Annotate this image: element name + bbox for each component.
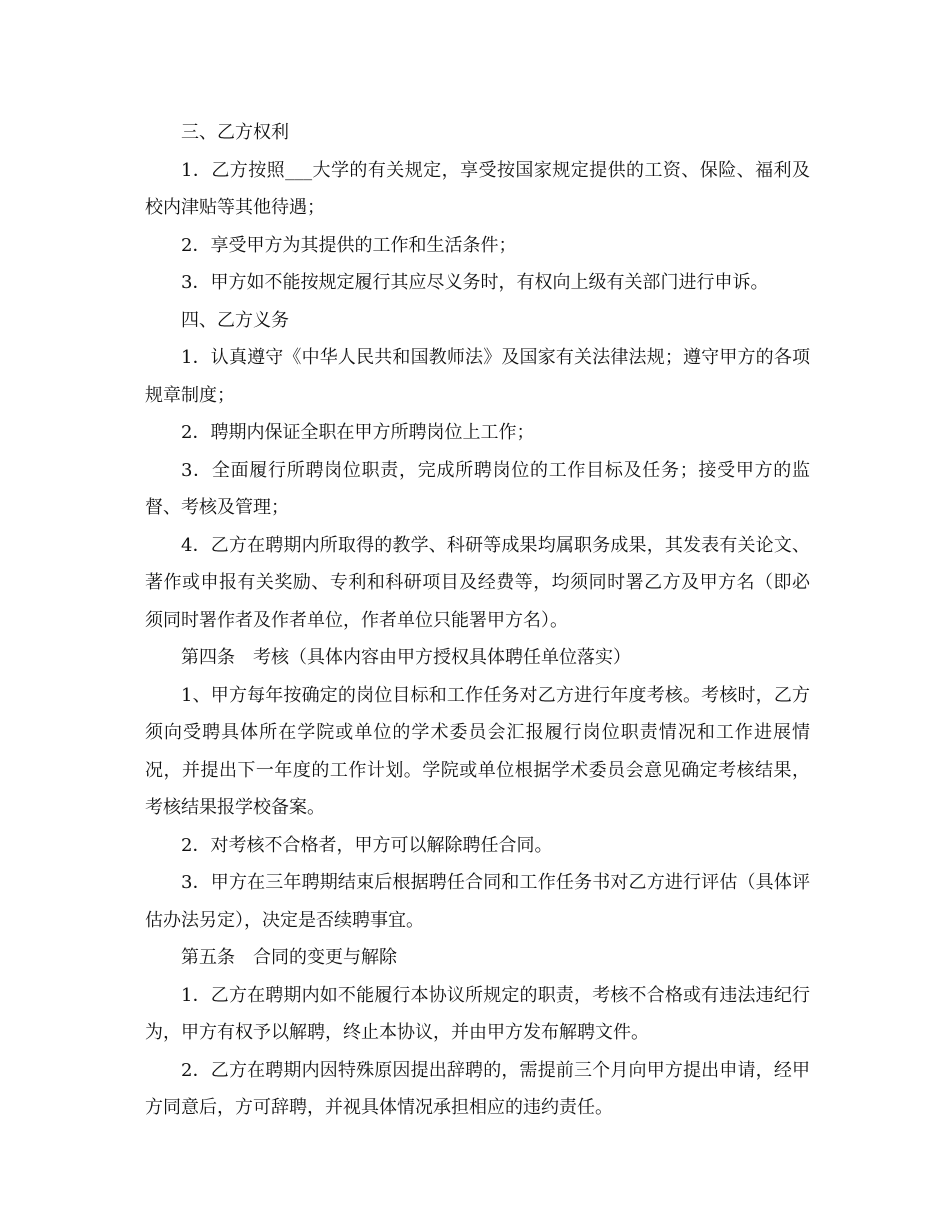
paragraph: 2．聘期内保证全职在甲方所聘岗位上工作；	[181, 422, 535, 443]
article-heading-assessment: 第四条 考核（具体内容由甲方授权具体聘任单位落实）	[181, 647, 631, 668]
article-heading-contract-change: 第五条 合同的变更与解除	[181, 947, 397, 968]
paragraph: 1．乙方在聘期内如不能履行本协议所规定的职责，考核不合格或有违法违纪行为，甲方有权予以解聘，终止本协议，并由甲方发布解聘文件。	[145, 984, 810, 1043]
paragraph: 1．乙方按照___大学的有关规定，享受按国家规定提供的工资、保险、福利及校内津贴等其他待遇；	[145, 159, 810, 218]
paragraph: 2．乙方在聘期内因特殊原因提出辞聘的，需提前三个月向甲方提出申请，经甲方同意后，方可辞聘，并视具体情况承担相应的违约责任。	[145, 1059, 810, 1118]
paragraph: 3．甲方在三年聘期结束后根据聘任合同和工作任务书对乙方进行评估（具体评估办法另定），决定是否续聘事宜。	[145, 872, 810, 931]
paragraph: 4．乙方在聘期内所取得的教学、科研等成果均属职务成果，其发表有关论文、著作或申报有关奖励、专利和科研项目及经费等，均须同时署乙方及甲方名（即必须同时署作者及作者单位，作者单位只能署甲方名）。	[145, 534, 810, 631]
document-body	[145, 114, 810, 1127]
paragraph: 1、甲方每年按确定的岗位目标和工作任务对乙方进行年度考核。考核时，乙方须向受聘具体所在学院或单位的学术委员会汇报履行岗位职责情况和工作进展情况，并提出下一年度的工作计划。学院或单位根据学术委员会意见确定考核结果，考核结果报学校备案。	[145, 684, 810, 818]
paragraph: 2．享受甲方为其提供的工作和生活条件；	[181, 234, 517, 256]
paragraph: 2．对考核不合格者，甲方可以解除聘任合同。	[181, 834, 553, 856]
paragraph: 3．甲方如不能按规定履行其应尽义务时，有权向上级有关部门进行申诉。	[181, 272, 769, 293]
paragraph: 1．认真遵守《中华人民共和国教师法》及国家有关法律法规；遵守甲方的各项规章制度；	[145, 347, 810, 406]
section-heading-party-b-rights: 三、乙方权利	[181, 122, 289, 143]
section-heading-party-b-obligations: 四、乙方义务	[181, 309, 289, 331]
paragraph: 3．全面履行所聘岗位职责，完成所聘岗位的工作目标及任务；接受甲方的监督、考核及管理；	[145, 459, 810, 518]
